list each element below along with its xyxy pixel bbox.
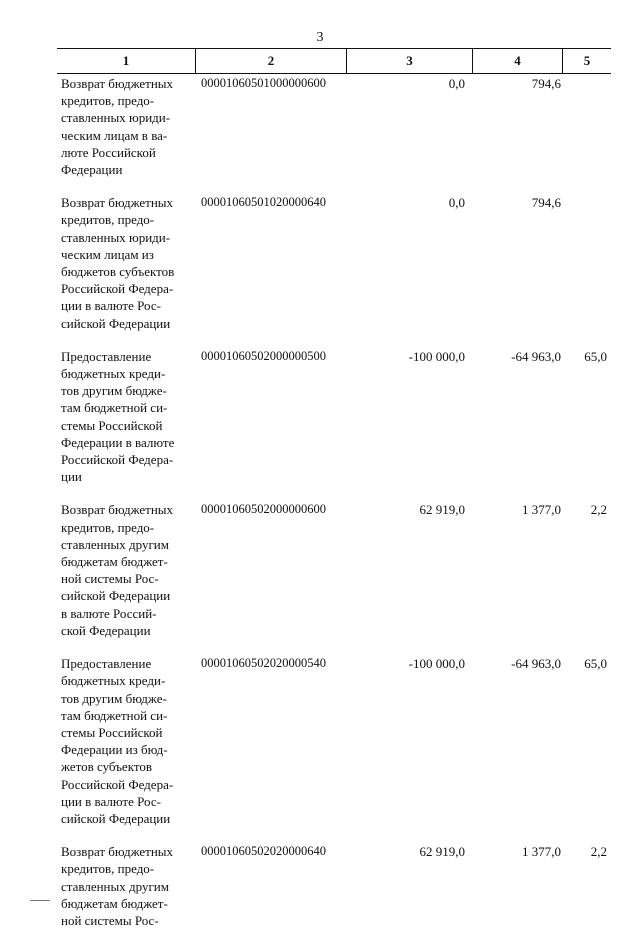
value-col-5: 2,2	[590, 844, 607, 860]
description-line: ской Федерации	[61, 622, 151, 638]
description-line: бюджетных креди-	[61, 673, 166, 689]
description-line: кредитов, предо-	[61, 519, 155, 535]
footer-mark	[30, 900, 50, 901]
description-line: Возврат бюджетных	[61, 195, 174, 211]
column-header-2: 2	[196, 49, 347, 73]
description-line: ной системы Рос-	[61, 912, 159, 928]
table-row	[57, 75, 611, 178]
description-line: бюджетных креди-	[61, 366, 166, 382]
description-line: сийской Федерации	[61, 588, 171, 604]
row-description	[57, 655, 196, 827]
budget-code: 00001060501000000600	[201, 76, 326, 90]
table-row	[57, 194, 611, 332]
description-line: ставленных юриди-	[61, 229, 171, 245]
value-col-4: 794,6	[531, 76, 561, 91]
description-line: ческим лицам в ва-	[61, 127, 168, 143]
description-line: бюджетов субъектов	[61, 264, 175, 280]
budget-code: 00001060502000000500	[201, 348, 326, 363]
row-description	[57, 194, 196, 332]
description-line: Федерации	[61, 162, 123, 178]
budget-code: 00001060502020000540	[201, 656, 326, 671]
value-col-4: 794,6	[531, 195, 561, 211]
description-line: Возврат бюджетных	[61, 502, 174, 518]
description-line: кредитов, предо-	[61, 861, 155, 877]
description-line: ции в валюте Рос-	[61, 793, 161, 809]
description-line: ческим лицам из	[61, 246, 154, 262]
value-col-5	[563, 75, 611, 178]
description-line: Федерации из бюд-	[61, 742, 168, 758]
page-number: 3	[316, 30, 324, 45]
value-col-3: 62 919,0	[419, 502, 465, 518]
column-header-1: 1	[57, 49, 196, 73]
description-line: ставленных другим	[61, 536, 169, 552]
value-col-3: -100 000,0	[408, 656, 465, 672]
description-line: кредитов, предо-	[61, 93, 155, 109]
value-col-4: -64 963,0	[511, 656, 561, 672]
description-line: люте Российской	[61, 144, 156, 160]
description-line: Российской Федера-	[61, 452, 174, 468]
description-line: там бюджетной си-	[61, 400, 168, 416]
description-line: ции в валюте Рос-	[61, 298, 161, 314]
column-header-3: 3	[347, 49, 473, 73]
value-col-3: 0,0	[448, 76, 465, 91]
value-col-5: 2,2	[590, 502, 607, 518]
description-line: там бюджетной си-	[61, 707, 168, 723]
description-line: стемы Российской	[61, 417, 163, 433]
description-line: ставленных другим	[61, 878, 169, 894]
description-line: Предоставление	[61, 348, 152, 364]
value-col-3: 0,0	[448, 195, 465, 211]
table-row	[57, 655, 611, 827]
budget-code: 00001060502020000640	[201, 844, 326, 859]
value-col-5: 65,0	[584, 656, 607, 672]
table-header	[57, 48, 611, 74]
table-row	[57, 348, 611, 486]
description-line: бюджетам бюджет-	[61, 554, 168, 570]
row-description	[57, 501, 196, 639]
description-line: Возврат бюджетных	[61, 76, 174, 91]
description-line: Возврат бюджетных	[61, 844, 174, 860]
table-row	[57, 843, 611, 929]
description-line: Российской Федера-	[61, 281, 174, 297]
description-line: сийской Федерации	[61, 810, 171, 826]
table-body	[57, 75, 611, 945]
row-description	[57, 843, 196, 929]
description-line: стемы Российской	[61, 724, 163, 740]
description-line: ставленных юриди-	[61, 110, 171, 126]
description-line: Федерации в валюте	[61, 434, 175, 450]
value-col-5	[563, 194, 611, 332]
table-row	[57, 501, 611, 639]
description-line: Предоставление	[61, 656, 152, 672]
value-col-4: 1 377,0	[522, 502, 561, 518]
description-line: тов другим бюдже-	[61, 690, 167, 706]
budget-code: 00001060502000000600	[201, 502, 326, 517]
description-line: ной системы Рос-	[61, 571, 159, 587]
value-col-3: -100 000,0	[408, 348, 465, 364]
description-line: кредитов, предо-	[61, 212, 155, 228]
value-col-5: 65,0	[584, 348, 607, 364]
description-line: бюджетам бюджет-	[61, 895, 168, 911]
description-line: тов другим бюдже-	[61, 383, 167, 399]
description-line: Российской Федера-	[61, 776, 174, 792]
description-line: в валюте Россий-	[61, 605, 157, 621]
budget-code: 00001060501020000640	[201, 195, 326, 210]
column-header-4: 4	[473, 49, 563, 73]
row-description	[57, 75, 196, 178]
value-col-3: 62 919,0	[419, 844, 465, 860]
description-line: жетов субъектов	[61, 759, 152, 775]
value-col-4: 1 377,0	[522, 844, 561, 860]
column-header-5: 5	[583, 53, 591, 68]
value-col-4: -64 963,0	[511, 348, 561, 364]
description-line: ции	[61, 469, 82, 485]
description-line: сийской Федерации	[61, 315, 171, 331]
row-description	[57, 348, 196, 486]
